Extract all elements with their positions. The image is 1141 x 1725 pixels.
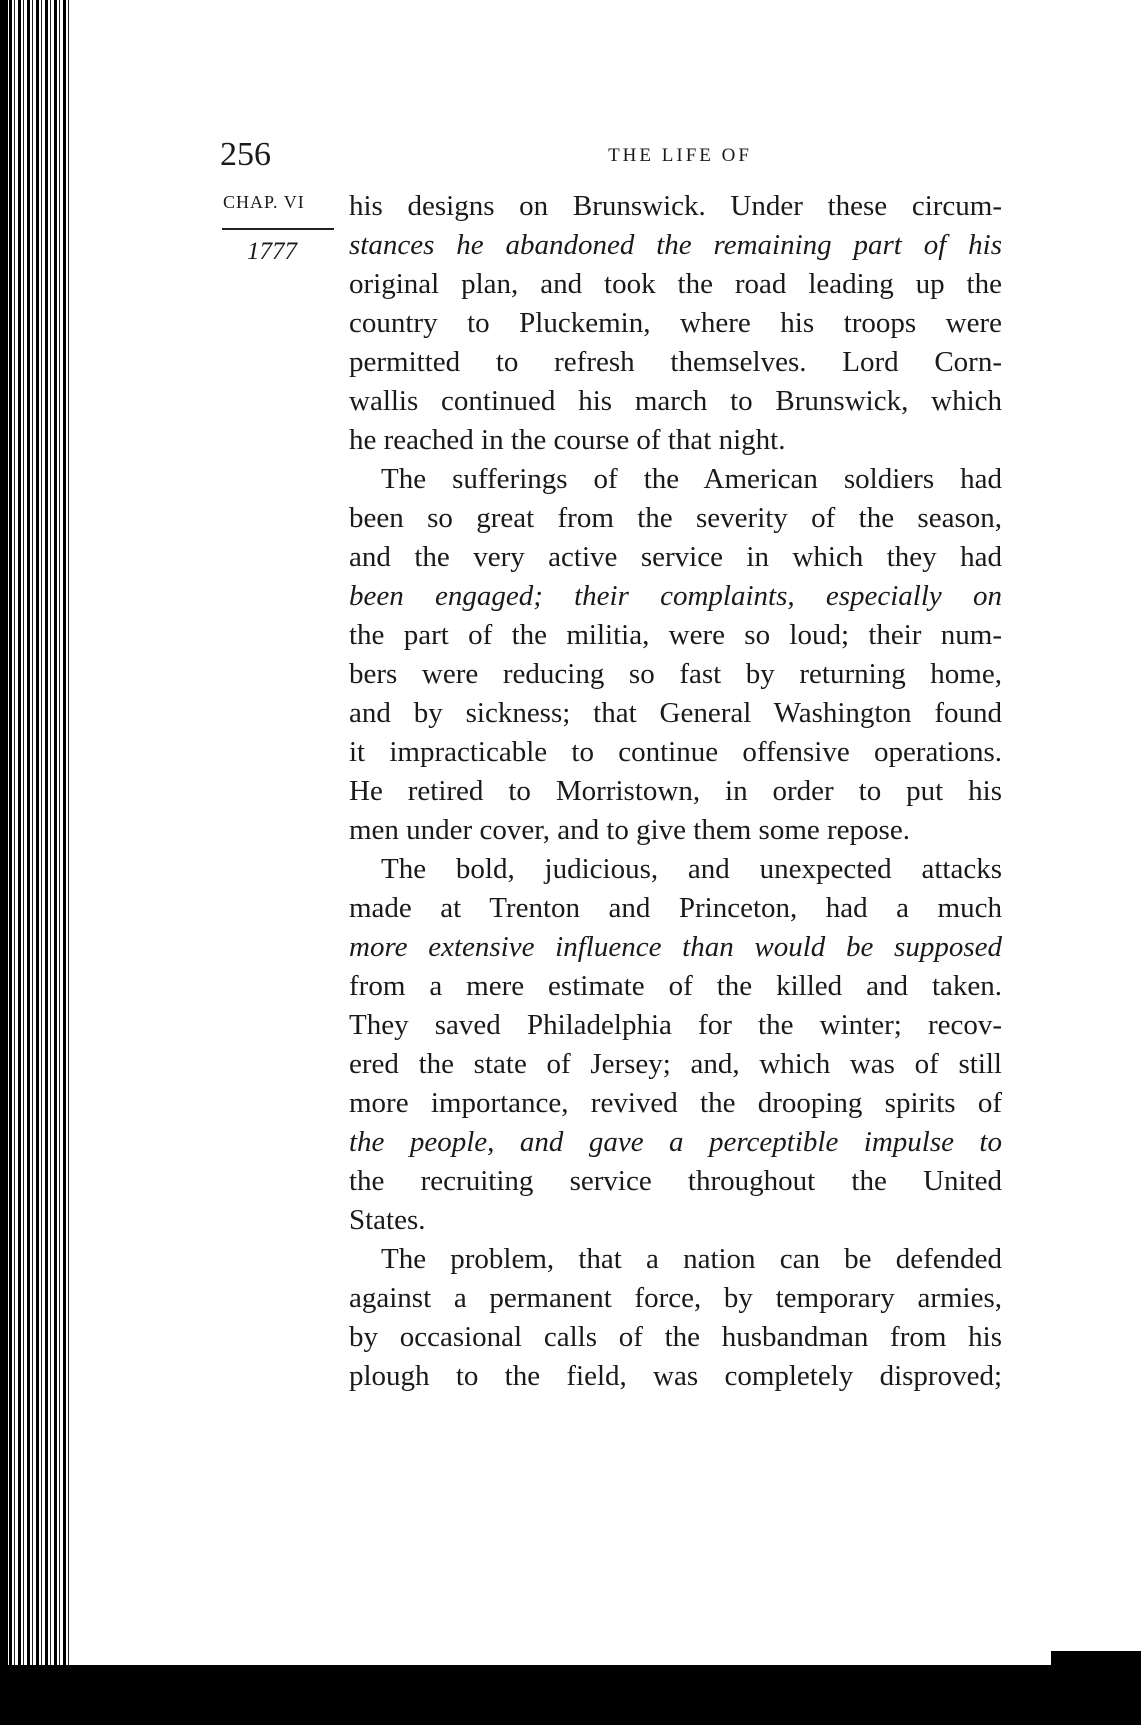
page-number: 256: [220, 136, 271, 173]
text-line: States.: [349, 1204, 426, 1236]
text-line: stances he abandoned the remaining part of his: [349, 229, 1002, 261]
text-line: his designs on Brunswick. Under these circum-: [349, 190, 1002, 222]
text-line: from a mere estimate of the killed and taken.: [349, 970, 1002, 1002]
text-line: the part of the militia, were so loud; their num-: [349, 619, 1002, 651]
text-line: plough to the field, was completely disproved;: [349, 1360, 1002, 1392]
text-line: been engaged; their complaints, especially on: [349, 580, 1002, 612]
text-line: The bold, judicious, and unexpected attacks: [381, 853, 1002, 885]
text-line: country to Pluckemin, where his troops were: [349, 307, 1002, 339]
text-line: men under cover, and to give them some repose.: [349, 814, 910, 846]
text-line: He retired to Morristown, in order to put his: [349, 775, 1002, 807]
text-line: The sufferings of the American soldiers had: [381, 463, 1002, 495]
text-line: bers were reducing so fast by returning home,: [349, 658, 1002, 690]
text-line: it impracticable to continue offensive operations.: [349, 736, 1002, 768]
text-line: permitted to refresh themselves. Lord Corn-: [349, 346, 1002, 378]
text-line: wallis continued his march to Brunswick, which: [349, 385, 1002, 417]
text-line: against a permanent force, by temporary armies,: [349, 1282, 1002, 1314]
text-line: and by sickness; that General Washington found: [349, 697, 1002, 729]
text-line: by occasional calls of the husbandman from his: [349, 1321, 1002, 1353]
text-line: They saved Philadelphia for the winter; recov-: [349, 1009, 1002, 1041]
text-line: The problem, that a nation can be defended: [381, 1243, 1002, 1275]
text-line: made at Trenton and Princeton, had a much: [349, 892, 1002, 924]
running-head: THE LIFE OF: [608, 145, 752, 166]
text-line: more extensive influence than would be supposed: [349, 931, 1002, 963]
margin-year: 1777: [247, 238, 297, 265]
margin-rule: [222, 228, 334, 230]
text-line: ered the state of Jersey; and, which was of still: [349, 1048, 1002, 1080]
text-line: he reached in the course of that night.: [349, 424, 786, 456]
text-line: the people, and gave a perceptible impulse to: [349, 1126, 1002, 1158]
margin-chapter: CHAP. VI: [223, 192, 305, 212]
book-binding-edge: [0, 0, 72, 1725]
text-line: and the very active service in which they had: [349, 541, 1002, 573]
text-line: been so great from the severity of the season,: [349, 502, 1002, 534]
text-line: original plan, and took the road leading up the: [349, 268, 1002, 300]
text-line: more importance, revived the drooping spirits of: [349, 1087, 1002, 1119]
text-line: the recruiting service throughout the United: [349, 1165, 1002, 1197]
scan-bottom-edge: [0, 1665, 1141, 1725]
